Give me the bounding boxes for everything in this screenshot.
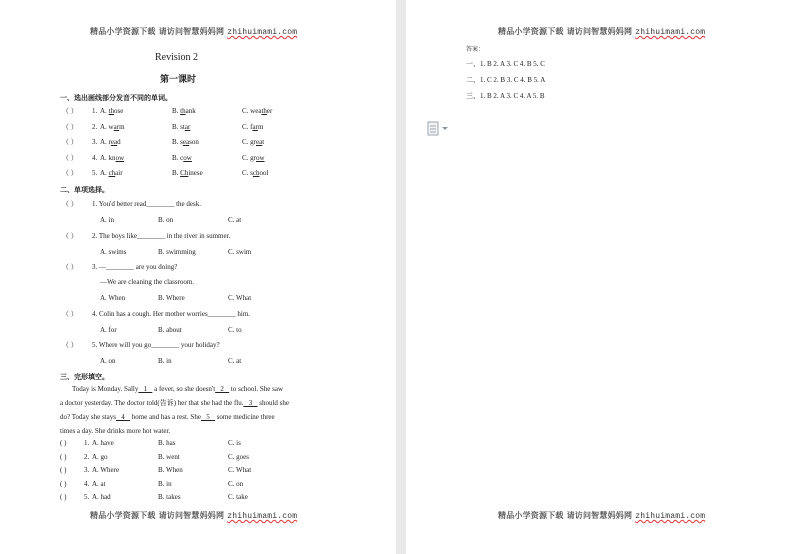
answer-paren: ( ) <box>60 479 67 488</box>
option-a <box>100 123 125 132</box>
option-b <box>158 294 185 303</box>
opt-text: A. w <box>100 122 114 131</box>
option-b <box>158 453 180 462</box>
header-text: 精品小学资源下载 请访问智慧妈妈网 <box>498 27 633 36</box>
option-text: A. had <box>92 493 111 501</box>
option-c <box>242 107 272 116</box>
option-b <box>158 357 172 366</box>
underlined-letters: ea <box>256 138 263 146</box>
opt-text: A. r <box>100 138 111 146</box>
answer-paren: （ ） <box>62 107 78 115</box>
option-text: C. swim <box>228 248 252 256</box>
opt-text: d <box>117 138 121 146</box>
answer-blank[interactable] <box>62 341 78 350</box>
underlined-letters: ch <box>252 169 260 177</box>
answer-paren: （ ） <box>62 341 78 349</box>
option-c <box>228 466 251 475</box>
underlined-letters: th <box>261 107 267 115</box>
question-number <box>92 123 97 132</box>
passage-fragment: should she <box>257 399 289 407</box>
option-text: C. What <box>228 466 252 474</box>
opt-text: C. gr <box>242 138 256 146</box>
question-stem: 4. Colin has a cough. Her mother worries________ him. <box>92 310 251 318</box>
option-text: B. on <box>158 216 174 224</box>
underlined-letters: ow <box>115 153 125 162</box>
opt-text: C. f <box>242 122 253 131</box>
opt-text: inese <box>188 169 203 177</box>
underlined-letters: ar <box>113 122 120 131</box>
option-c <box>242 154 265 163</box>
answer-paren: （ ） <box>62 200 78 208</box>
option-c <box>228 248 251 257</box>
question-stem: 2. The boys like________ in the river in summer. <box>92 232 231 240</box>
option-text: C. take <box>228 493 248 501</box>
passage-text <box>60 399 289 407</box>
option-text: A. on <box>100 357 116 365</box>
answer-paren: ( ) <box>60 439 67 447</box>
question-number <box>84 466 89 475</box>
question-number <box>84 480 89 489</box>
option-text: A. in <box>100 216 114 224</box>
question-text <box>92 263 177 272</box>
passage-line <box>60 413 275 422</box>
opt-text: m <box>257 122 264 131</box>
question-num: 1. <box>92 107 98 115</box>
underlined-letters: ow <box>256 153 265 162</box>
document-page-right <box>406 0 802 554</box>
question-text <box>92 310 250 319</box>
option-c <box>242 123 263 132</box>
question-num: 4. <box>84 479 90 488</box>
option-a <box>92 493 111 502</box>
opt-text: C. s <box>242 169 253 177</box>
page-title: Revision 2 <box>155 52 199 63</box>
answer-paren: （ ） <box>62 138 78 146</box>
answers-line-3: 三、1. B 2. A 3. C 4. A 5. B <box>466 92 545 100</box>
option-b <box>172 107 196 116</box>
answer-blank[interactable] <box>62 154 78 163</box>
opt-text: ose <box>114 107 124 115</box>
answer-blank[interactable] <box>62 263 78 272</box>
answers-line-2: 二、1. C 2. B 3. C 4. B 5. A <box>466 76 546 84</box>
passage-line <box>60 399 289 408</box>
option-text: B. in <box>158 357 172 365</box>
opt-text: son <box>189 138 199 146</box>
question-text-reply <box>100 278 194 287</box>
question-num: 2. <box>92 122 98 131</box>
option-c <box>228 357 241 366</box>
question-number <box>84 493 89 502</box>
footer-text: 精品小学资源下载 请访问智慧妈妈网 <box>90 511 225 520</box>
passage-text <box>60 427 170 435</box>
option-c <box>228 439 241 448</box>
underlined-letters: Ch <box>180 169 189 177</box>
passage-fragment: to school. She saw <box>229 385 283 393</box>
option-text: B. Where <box>158 294 185 302</box>
option-text: C. at <box>228 216 242 224</box>
passage-fragment: times a day. She drinks more hot water. <box>60 427 171 435</box>
page-header <box>90 26 297 37</box>
answer-blank[interactable] <box>62 107 78 116</box>
opt-text: air <box>115 169 123 177</box>
passage-line <box>72 385 283 394</box>
option-text: A. When <box>100 294 126 302</box>
cloze-blank: 2 <box>215 385 230 393</box>
question-number <box>92 138 97 147</box>
option-text: C. What <box>228 294 252 302</box>
option-a <box>100 169 123 178</box>
option-a <box>100 248 126 257</box>
underlined-letters: ar <box>184 122 191 131</box>
option-text: C. is <box>228 439 241 447</box>
section1-heading: 一、选出画线部分发音不同的单词。 <box>60 94 172 102</box>
answers-label: 答案： <box>466 47 485 53</box>
question-number <box>92 169 97 178</box>
passage-fragment: Today is Monday. Sally <box>72 385 139 393</box>
opt-text: C. gr <box>242 153 256 162</box>
option-text: C. goes <box>228 452 249 461</box>
passage-fragment: home and has a rest. She <box>129 413 201 421</box>
question-num: 5. <box>92 169 98 177</box>
footer-site-link[interactable]: zhihuimami.com <box>635 512 706 521</box>
option-a <box>92 466 119 475</box>
question-num: 4. <box>92 153 98 162</box>
question-num: 1. <box>84 439 90 447</box>
underlined-letters: ea <box>110 138 118 146</box>
opt-text: m <box>119 122 125 131</box>
option-b <box>158 326 182 335</box>
option-a <box>100 107 123 116</box>
option-a <box>100 154 124 163</box>
passage-fragment: do? Today she stays <box>60 413 116 421</box>
option-c <box>228 453 249 462</box>
question-stem: 3. —________ are you doing? <box>92 263 178 271</box>
header-site-link[interactable]: zhihuimami.com <box>635 28 706 37</box>
option-b <box>158 439 176 448</box>
passage-line <box>60 427 170 436</box>
underlined-letters: th <box>108 107 115 115</box>
option-b <box>158 466 183 475</box>
answer-paren: ( ) <box>60 466 67 474</box>
option-a <box>92 453 108 462</box>
option-text: B. about <box>158 326 182 334</box>
answer-blank[interactable] <box>62 138 78 147</box>
opt-text: A. <box>100 169 109 177</box>
option-b <box>172 154 192 163</box>
question-stem: 5. Where will you go________ your holiday? <box>92 341 220 349</box>
opt-text: t <box>262 138 265 146</box>
passage-fragment: some medicine three <box>214 413 275 421</box>
answer-paren: （ ） <box>62 122 78 131</box>
opt-text: C. wea <box>242 107 262 115</box>
cloze-blank: 4 <box>115 413 130 421</box>
question-text <box>92 200 201 209</box>
document-page-left <box>0 0 396 554</box>
question-number <box>84 453 89 462</box>
question-number <box>84 439 89 448</box>
cloze-blank: 1 <box>138 385 153 393</box>
underlined-letters: ea <box>182 138 190 146</box>
answer-blank[interactable] <box>60 493 66 502</box>
option-b <box>172 123 190 132</box>
option-b <box>158 493 181 502</box>
page-footer-right <box>498 510 705 521</box>
header-site-link[interactable]: zhihuimami.com <box>227 28 298 37</box>
option-a <box>92 480 106 489</box>
question-number <box>92 107 97 116</box>
option-text: A. have <box>92 439 114 447</box>
option-c <box>228 493 248 502</box>
page-header-right <box>498 26 705 37</box>
option-text: C. at <box>228 357 242 365</box>
underlined-letters: ar <box>252 122 258 131</box>
footer-text: 精品小学资源下载 请访问智慧妈妈网 <box>498 511 633 520</box>
option-text: A. go <box>92 452 108 461</box>
answer-paren: ( ) <box>60 452 67 461</box>
option-b <box>158 248 196 257</box>
answers-line-1: 一、1. B 2. A 3. C 4. B 5. C <box>466 60 545 68</box>
opt-text: B. st <box>172 122 185 131</box>
option-a <box>100 326 117 335</box>
option-text: B. When <box>158 466 183 474</box>
answer-blank[interactable] <box>60 480 66 489</box>
answer-paren: ( ) <box>60 493 67 501</box>
answer-blank[interactable] <box>60 466 66 475</box>
opt-text: A. kn <box>100 153 116 162</box>
page-footer <box>90 510 297 521</box>
section3-heading: 三、完形填空。 <box>60 373 109 381</box>
question-stem-2: —We are cleaning the classroom. <box>100 278 195 286</box>
answer-paren: （ ） <box>62 263 78 271</box>
option-c <box>228 326 242 335</box>
option-c <box>242 138 264 147</box>
option-b <box>158 216 173 225</box>
answer-blank[interactable] <box>60 439 66 448</box>
option-b <box>172 169 203 178</box>
underlined-letters: ch <box>108 169 116 177</box>
opt-text: B. s <box>172 138 183 146</box>
opt-text: ool <box>259 169 269 177</box>
answer-blank[interactable] <box>62 200 78 209</box>
answer-paren: （ ） <box>62 169 78 177</box>
answer-paren: （ ） <box>62 310 78 318</box>
question-stem: 1. You'd better read________ the desk. <box>92 200 201 208</box>
option-a <box>100 294 125 303</box>
option-c <box>242 169 268 178</box>
answer-blank[interactable] <box>62 232 78 241</box>
option-text: B. has <box>158 439 176 447</box>
section2-heading: 二、单项选择。 <box>60 186 109 194</box>
option-text: A. for <box>100 326 117 334</box>
option-text: A. at <box>92 479 106 488</box>
question-text <box>92 232 230 241</box>
footer-site-link[interactable]: zhihuimami.com <box>227 512 298 521</box>
passage-fragment: a fever, so she doesn't <box>152 385 216 393</box>
header-text: 精品小学资源下载 请访问智慧妈妈网 <box>90 27 225 36</box>
option-a <box>100 138 121 147</box>
option-text: B. went <box>158 452 180 461</box>
question-num: 3. <box>92 138 98 146</box>
option-text: B. swimming <box>158 248 196 256</box>
answer-paren: （ ） <box>62 153 78 162</box>
option-b <box>158 480 172 489</box>
underlined-letters: th <box>180 107 186 115</box>
opt-text: er <box>266 107 273 115</box>
cloze-blank: 3 <box>243 399 258 407</box>
option-a <box>100 357 116 366</box>
opt-text: B. <box>172 169 181 177</box>
option-text: A. Where <box>92 466 120 474</box>
answer-blank[interactable] <box>60 453 66 462</box>
option-text: C. on <box>228 479 244 488</box>
option-c <box>228 294 251 303</box>
question-num: 3. <box>84 466 90 474</box>
option-c <box>228 480 243 489</box>
opt-text: A. <box>100 107 109 115</box>
option-text: B. takes <box>158 493 181 501</box>
paste-options-icon[interactable] <box>427 121 449 137</box>
option-text: B. in <box>158 479 172 488</box>
question-number <box>92 154 97 163</box>
answer-blank[interactable] <box>62 123 78 132</box>
question-num: 2. <box>84 452 90 461</box>
lesson-subtitle: 第一课时 <box>160 75 197 85</box>
option-text: C. to <box>228 326 242 334</box>
option-text: A. swims <box>100 248 127 256</box>
option-c <box>228 216 241 225</box>
opt-text: ank <box>185 107 196 115</box>
question-num: 5. <box>84 493 90 501</box>
answer-blank[interactable] <box>62 169 78 178</box>
cloze-blank: 5 <box>200 413 215 421</box>
option-b <box>172 138 199 147</box>
passage-fragment: a doctor yesterday. The doctor told(告诉) her that she had the flu. <box>60 399 244 407</box>
answer-blank[interactable] <box>62 310 78 319</box>
question-text <box>92 341 220 350</box>
underlined-letters: ow <box>183 153 192 162</box>
option-a <box>92 439 114 448</box>
opt-text: B. <box>172 107 181 115</box>
option-a <box>100 216 114 225</box>
passage-text <box>60 413 275 421</box>
passage-text <box>72 385 283 393</box>
opt-text: B. c <box>172 153 184 162</box>
answer-paren: （ ） <box>62 232 78 240</box>
